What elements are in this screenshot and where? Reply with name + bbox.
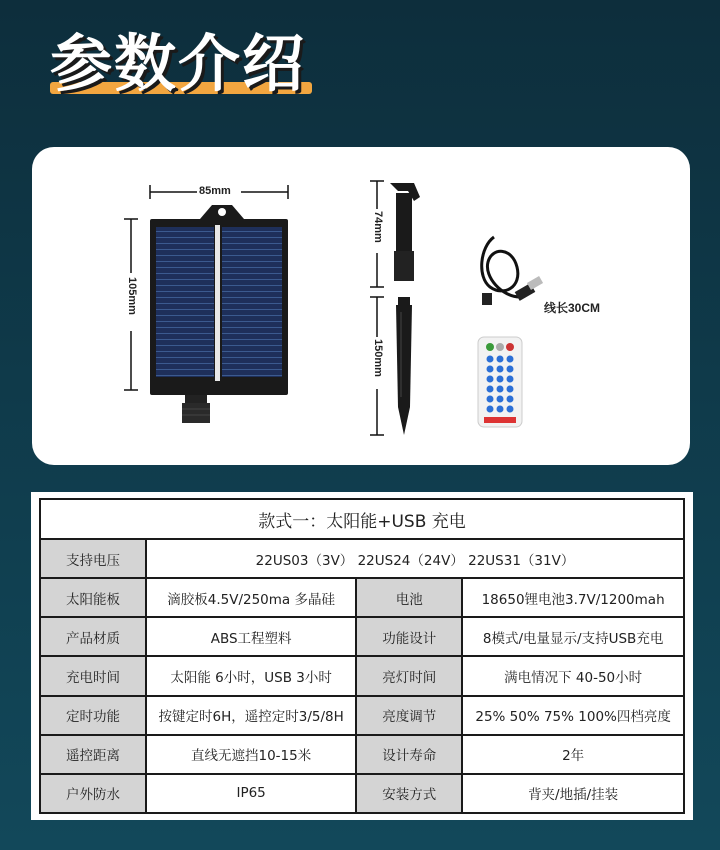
table-row (40, 735, 684, 774)
spec-label: 电池 (356, 578, 462, 617)
spec-label: 亮灯时间 (356, 656, 462, 695)
spec-label: 遥控距离 (40, 735, 146, 774)
spec-table (39, 498, 685, 814)
spec-value: 2年 (462, 735, 684, 774)
spec-label: 功能设计 (356, 617, 462, 656)
spec-value: 8模式/电量显示/支持USB充电 (462, 617, 684, 656)
cable-length-label: 线长30CM (544, 301, 601, 315)
table-row (40, 696, 684, 735)
spec-label: 安装方式 (356, 774, 462, 813)
spec-label: 太阳能板 (40, 578, 146, 617)
spec-value: 背夹/地插/挂装 (462, 774, 684, 813)
spec-value: 直线无遮挡10-15米 (146, 735, 356, 774)
spec-value: 太阳能 6小时，USB 3小时 (146, 656, 356, 695)
spec-value: ABS工程塑料 (146, 617, 356, 656)
table-row (40, 578, 684, 617)
spec-label: 充电时间 (40, 656, 146, 695)
panel-height-label: 105mm (126, 277, 138, 315)
voltage-value: 22US03（3V） 22US24（24V） 22US31（31V） (146, 539, 684, 578)
voltage-label: 支持电压 (40, 539, 146, 578)
table-row (40, 617, 684, 656)
spec-label: 亮度调节 (356, 696, 462, 735)
spec-card (31, 492, 693, 820)
remote-control (478, 337, 522, 427)
spec-value: 满电情况下 40-50小时 (462, 656, 684, 695)
solar-panel (150, 205, 288, 423)
spec-value: 18650锂电池3.7V/1200mah (462, 578, 684, 617)
ground-stake (390, 183, 420, 435)
spec-heading: 款式一：太阳能+USB 充电 (40, 499, 684, 539)
stake-top-length-label: 74mm (372, 211, 384, 243)
stake-bottom-length-label: 150mm (372, 339, 384, 377)
panel-width-label: 85mm (199, 185, 231, 197)
spec-value: 滴胶板4.5V/250ma 多晶硅 (146, 578, 356, 617)
page-title: 参数介绍 (50, 27, 307, 100)
spec-label: 产品材质 (40, 617, 146, 656)
table-row (40, 774, 684, 813)
product-illustration-card (32, 147, 690, 465)
usb-cable (482, 237, 543, 305)
spec-value: 按键定时6H，遥控定时3/5/8H (146, 696, 356, 735)
spec-label: 定时功能 (40, 696, 146, 735)
spec-label: 设计寿命 (356, 735, 462, 774)
table-row (40, 656, 684, 695)
spec-value: IP65 (146, 774, 356, 813)
spec-label: 户外防水 (40, 774, 146, 813)
spec-value: 25% 50% 75% 100%四档亮度 (462, 696, 684, 735)
